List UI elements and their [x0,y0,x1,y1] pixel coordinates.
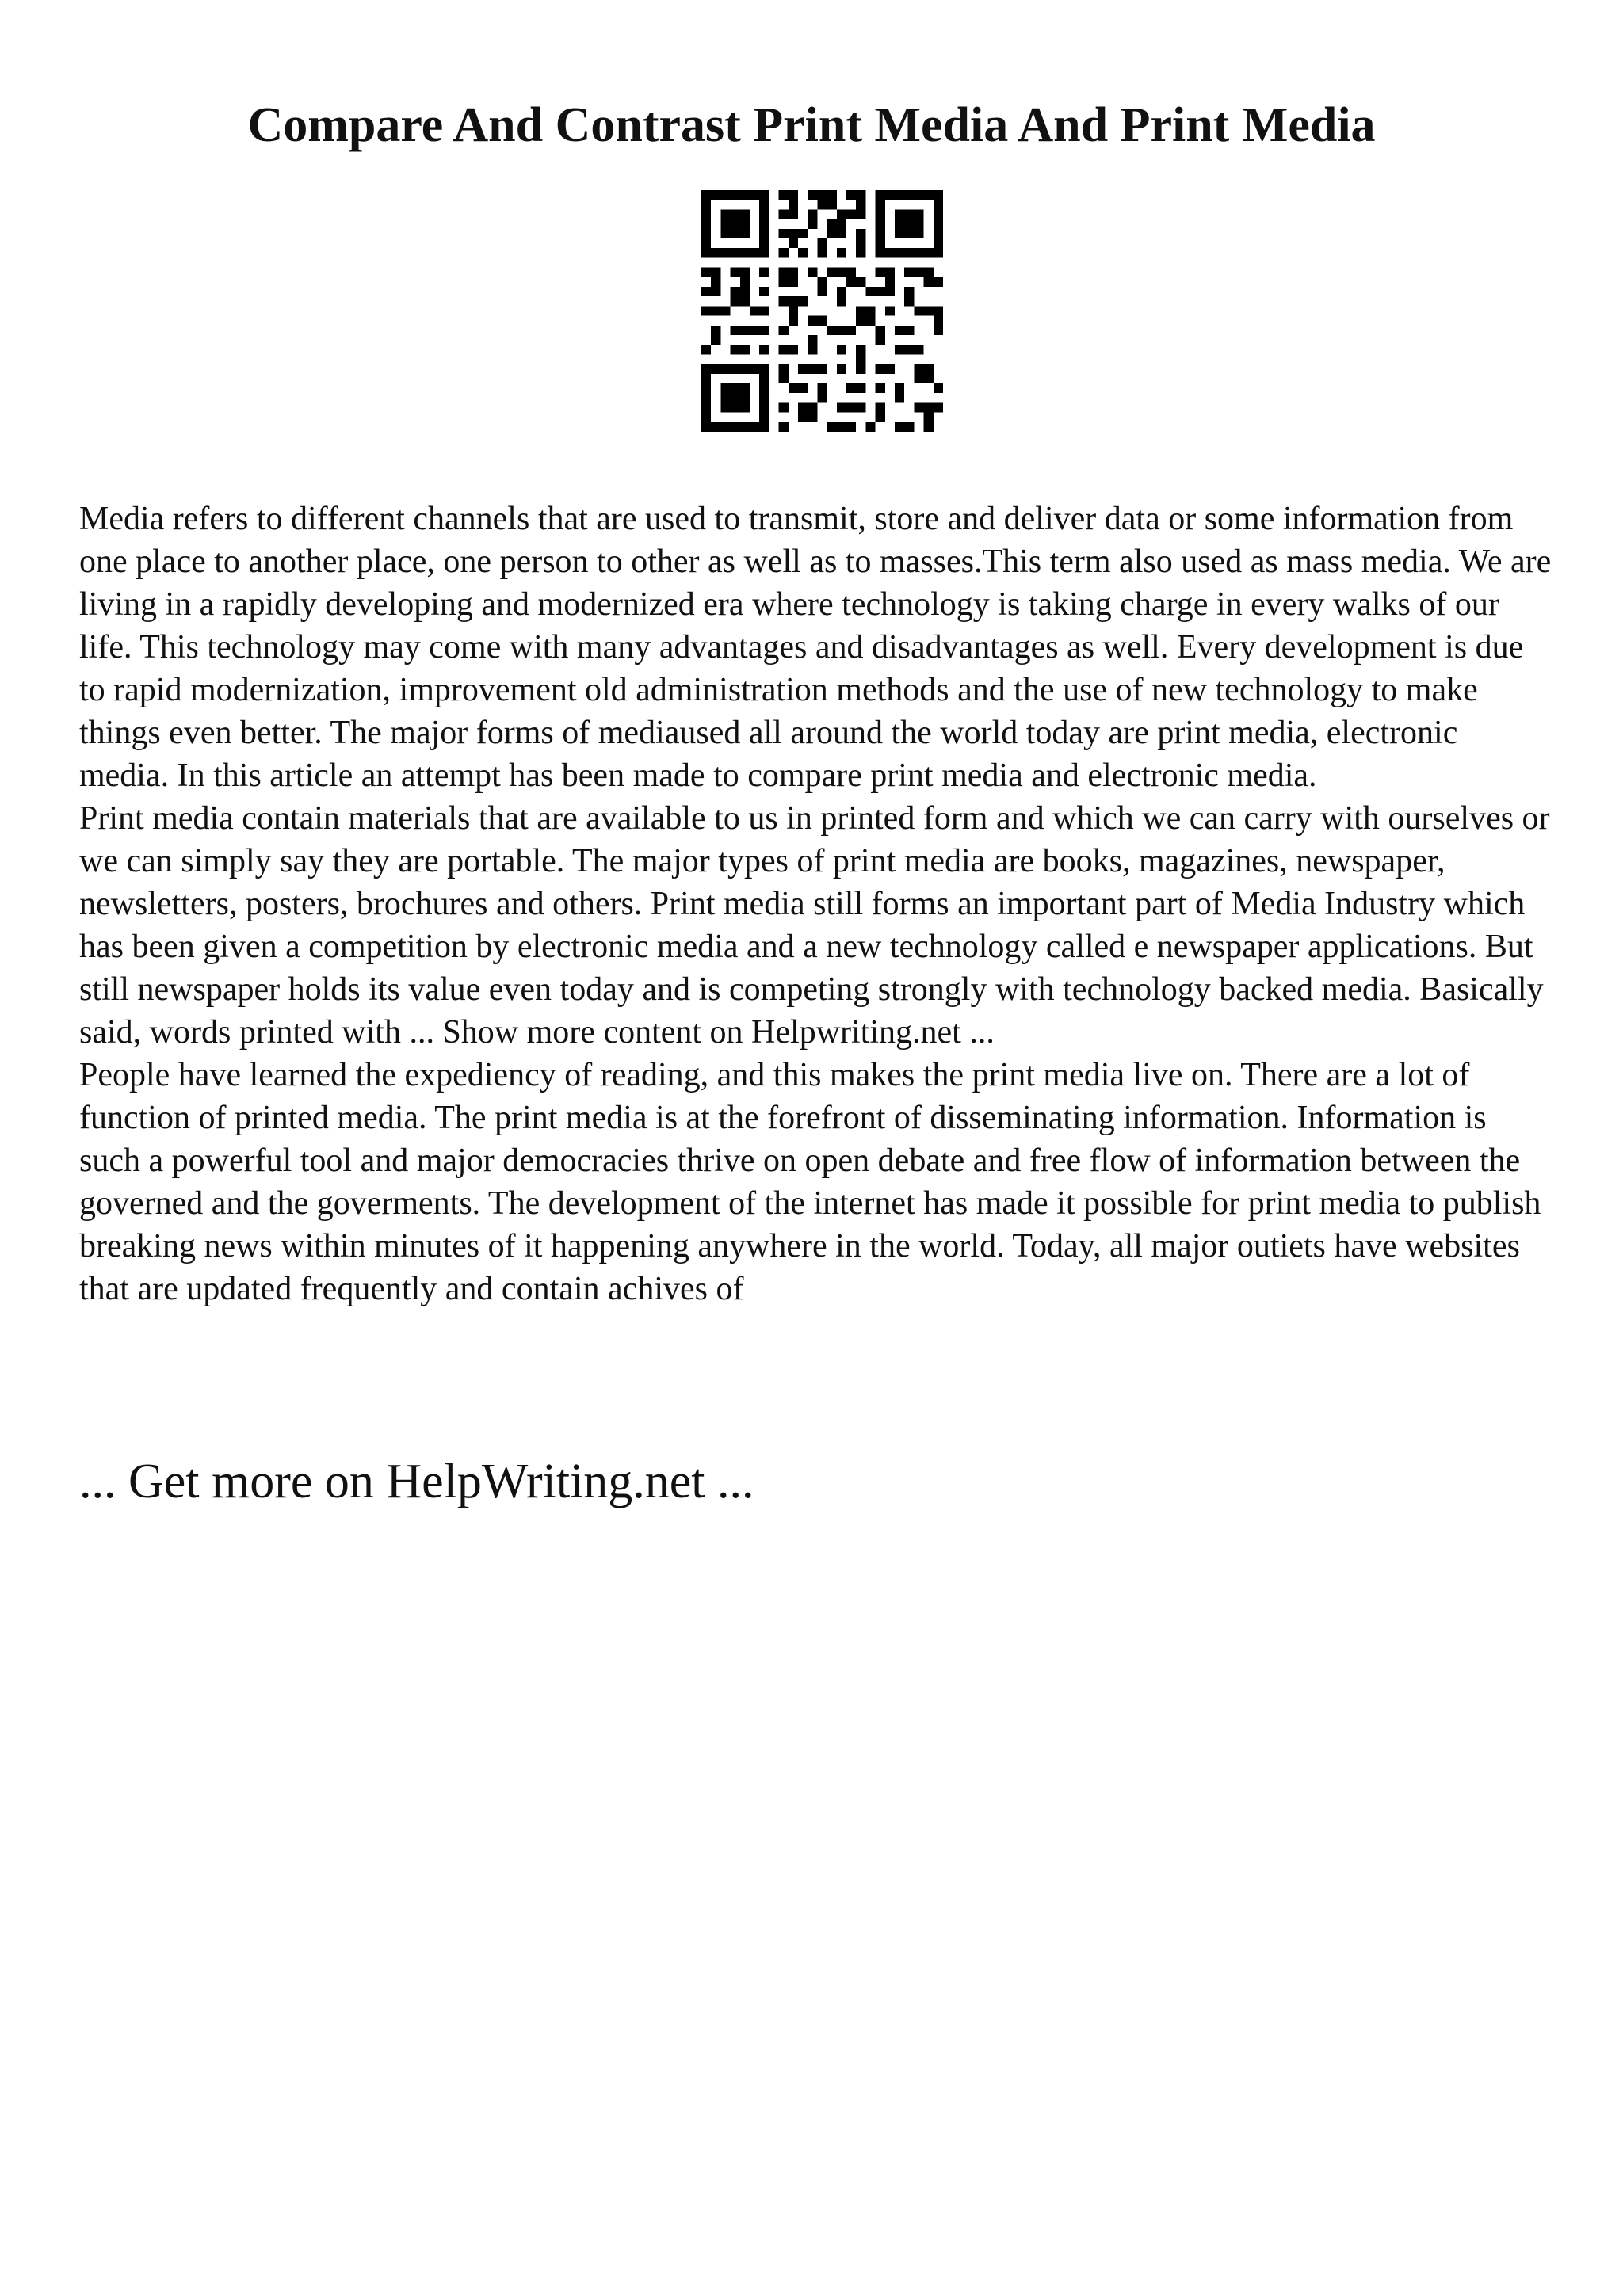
document-title: Compare And Contrast Print Media And Print Media [247,98,1376,152]
article-body [79,498,1553,1310]
paragraph-3: People have learned the expediency of reading, and this makes the print media live on. There are a lot of function of printed media. The print media is at the forefront of disseminating information. Information is such a powerful tool and major democracies thrive on open debate and free flow of information between the governed and the goverments. The development of the internet has made it possible for print media to publish breaking news within minutes of it happening anywhere in the world. Today, all major outiets have websites that are updated frequently and contain achives of [79,1057,1541,1307]
paragraph-2: Print media contain materials that are available to us in printed form and which we can carry with ourselves or we can simply say they are portable. The major types of print media are books, magazines, newspaper, newsletters, posters, brochures and others. Print media still forms an important part of Media Industry which has been given a competition by electronic media and a new technology called e newspaper applications. But still newspaper holds its value even today and is competing strongly with technology backed media. Basically said, words printed with ... Show more content on Helpwriting.net ... [79,800,1550,1051]
qr-code-icon [701,190,943,432]
paragraph-1: Media refers to different channels that are used to transmit, store and deliver data or some information from one place to another place, one person to other as well as to masses.This term also used as mass media. We are living in a rapidly developing and modernized era where technology is taking charge in every walks of our life. This technology may come with many advantages and disadvantages as well. Every development is due to rapid modernization, improvement old administration methods and the use of new technology to make things even better. The major forms of mediaused all around the world today are print media, electronic media. In this article an attempt has been made to compare print media and electronic media. [79,501,1552,794]
get-more-link[interactable]: ... Get more on HelpWriting.net ... [79,1455,754,1508]
